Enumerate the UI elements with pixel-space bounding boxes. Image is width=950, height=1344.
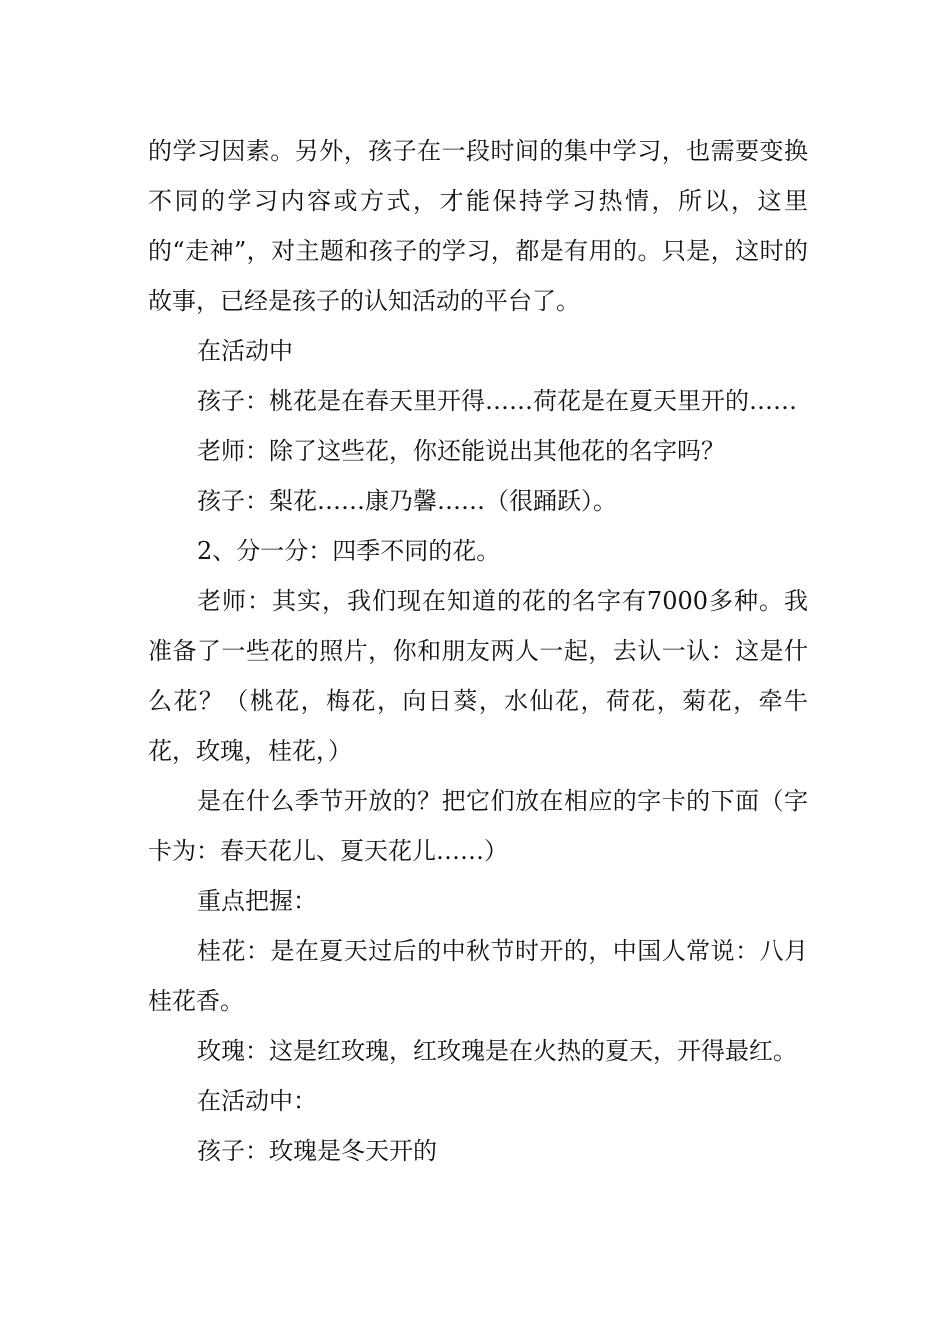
- document-body: [148, 126, 808, 1176]
- paragraph-10: 桂花：是在夏天过后的中秋节时开的，中国人常说：八月桂花香。: [148, 937, 808, 1015]
- paragraph-7: 老师：其实，我们现在知道的花的名字有7000多种。我准备了一些花的照片，你和朋友两人一起，去认一认：这是什么花？（桃花，梅花，向日葵，水仙花，荷花，菊花，牵牛花，玫瑰，桂花，）: [148, 587, 808, 765]
- paragraph-2: 在活动中: [197, 337, 293, 365]
- paragraph-5: 孩子：梨花……康乃馨……（很踊跃）。: [197, 487, 617, 515]
- paragraph-1: 的学习因素。另外，孩子在一段时间的集中学习，也需要变换不同的学习内容或方式，才能保持学习热情，所以，这里的“走神”，对主题和孩子的学习，都是有用的。只是，这时的故事，已经是孩子的认知活动的平台了。: [148, 137, 808, 315]
- paragraph-13: 孩子：玫瑰是冬天开的: [197, 1137, 437, 1165]
- paragraph-12: 在活动中：: [197, 1087, 317, 1115]
- paragraph-9: 重点把握：: [197, 887, 317, 915]
- paragraph-4: 老师：除了这些花，你还能说出其他花的名字吗？: [197, 437, 725, 465]
- paragraph-11: 玫瑰：这是红玫瑰，红玫瑰是在火热的夏天，开得最红。: [197, 1037, 797, 1065]
- paragraph-8: 是在什么季节开放的？把它们放在相应的字卡的下面（字卡为：春天花儿、夏天花儿……）: [148, 787, 808, 865]
- paragraph-3: 孩子：桃花是在春天里开得……荷花是在夏天里开的……: [197, 387, 797, 415]
- paragraph-6: 2、分一分：四季不同的花。: [197, 537, 501, 565]
